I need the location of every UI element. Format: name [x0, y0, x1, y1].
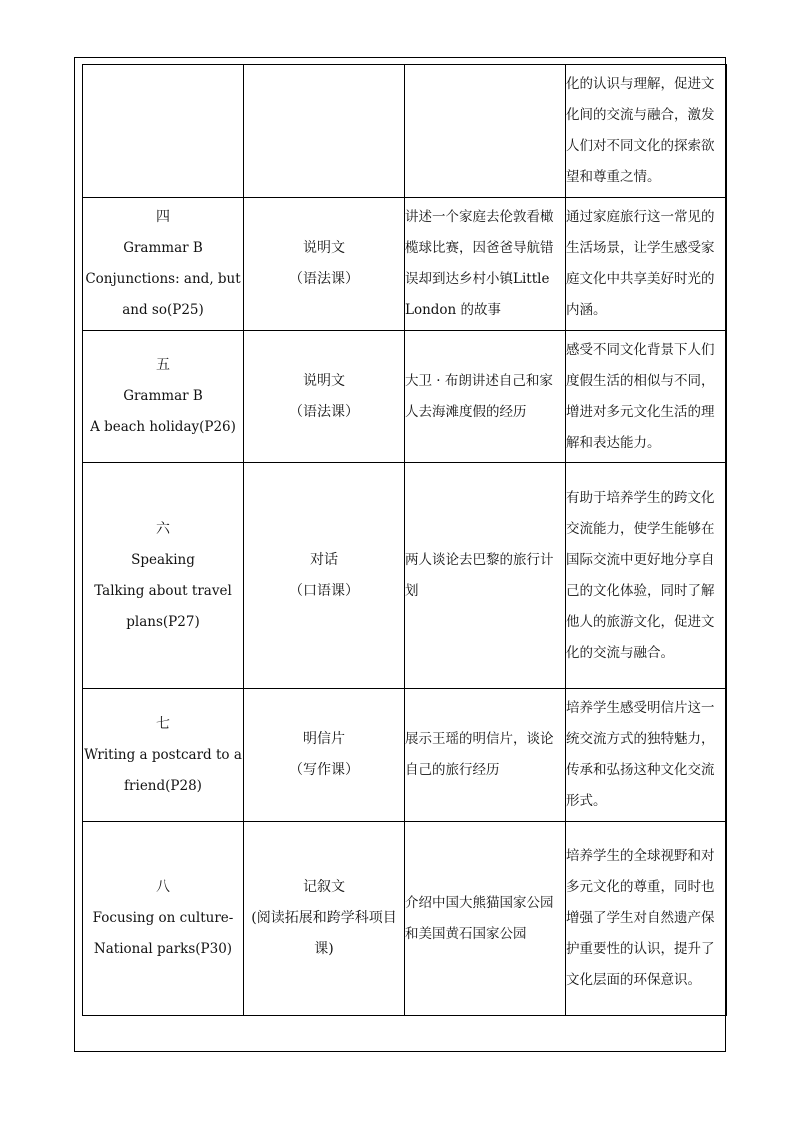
text-type-line: （语法课） [289, 271, 359, 287]
lesson-number: 四 [156, 209, 170, 225]
lesson-title-line: Grammar B [123, 240, 203, 256]
text-type-cell [244, 65, 405, 198]
lesson-cell [83, 689, 244, 822]
lesson-cell [83, 198, 244, 331]
text-type-line: 记叙文 [303, 879, 345, 895]
content-cell: 讲述一个家庭去伦敦看橄榄球比赛，因爸爸导航错误却到达乡村小镇Little London 的故事 [405, 198, 566, 331]
lesson-title-line: friend(P28) [124, 777, 202, 794]
content-cell: 展示王瑶的明信片，谈论自己的旅行经历 [405, 689, 566, 822]
lesson-title-line: and so(P25) [122, 302, 204, 318]
text-type-line: （口语课） [289, 582, 359, 599]
text-type-line: 说明文 [303, 240, 345, 256]
lesson-cell [83, 463, 244, 689]
lesson-number: 六 [156, 520, 170, 537]
text-type-line: （写作课） [289, 762, 359, 778]
lesson-cell [83, 331, 244, 463]
lesson-title-line: Focusing on culture- [92, 910, 234, 926]
goal-cell: 通过家庭旅行这一常见的生活场景，让学生感受家庭文化中共享美好时光的内涵。 [566, 198, 727, 331]
lesson-title-line: A beach holiday(P26) [90, 419, 236, 435]
lesson-number: 五 [156, 357, 170, 373]
text-type-line: 对话 [310, 551, 338, 568]
lesson-cell [83, 822, 244, 1016]
content-cell: 介绍中国大熊猫国家公园和美国黄石国家公园 [405, 822, 566, 1016]
table-row [83, 331, 727, 463]
lesson-title-line: Talking about travel [94, 582, 232, 599]
text-type-line: 说明文 [303, 372, 345, 389]
text-type-cell [244, 463, 405, 689]
goal-cell: 化的认识与理解，促进文化间的交流与融合，激发人们对不同文化的探索欲望和尊重之情。 [566, 65, 727, 198]
table-row [83, 65, 727, 198]
lesson-title-line: National parks(P30) [93, 941, 233, 957]
text-type-line: （语法课） [289, 403, 359, 420]
text-type-cell [244, 331, 405, 463]
table-row [83, 463, 727, 689]
lesson-title-line: Grammar B [123, 388, 203, 404]
content-cell [405, 65, 566, 198]
lesson-title-line: Conjunctions: and, but [85, 271, 241, 287]
text-type-cell [244, 822, 405, 1016]
text-type-line: 明信片 [303, 731, 345, 747]
goal-cell: 培养学生的全球视野和对多元文化的尊重，同时也增强了学生对自然遗产保护重要性的认识，提升了文化层面的环保意识。 [566, 822, 727, 1016]
lesson-number: 八 [156, 879, 170, 895]
lesson-title-line: Writing a postcard to a [84, 746, 242, 763]
lesson-cell [83, 65, 244, 198]
table-row [83, 689, 727, 822]
lesson-plan-table [82, 64, 727, 1016]
goal-cell: 感受不同文化背景下人们度假生活的相似与不同，增进对多元文化生活的理解和表达能力。 [566, 331, 727, 463]
table-row [83, 822, 727, 1016]
content-cell: 两人谈论去巴黎的旅行计划 [405, 463, 566, 689]
table-row [83, 198, 727, 331]
text-type-line: (阅读拓展和跨学科项目 [251, 910, 397, 926]
lesson-title-line: Speaking [131, 551, 195, 568]
text-type-cell [244, 198, 405, 331]
text-type-cell [244, 689, 405, 822]
text-type-line: 课) [314, 941, 334, 957]
lesson-title-line: plans(P27) [126, 613, 200, 630]
lesson-number: 七 [156, 715, 170, 732]
content-cell: 大卫 · 布朗讲述自己和家人去海滩度假的经历 [405, 331, 566, 463]
goal-cell: 有助于培养学生的跨文化交流能力，使学生能够在国际交流中更好地分享自己的文化体验，同时了解他人的旅游文化，促进文化的交流与融合。 [566, 463, 727, 689]
goal-cell: 培养学生感受明信片这一统交流方式的独特魅力，传承和弘扬这种文化交流形式。 [566, 689, 727, 822]
